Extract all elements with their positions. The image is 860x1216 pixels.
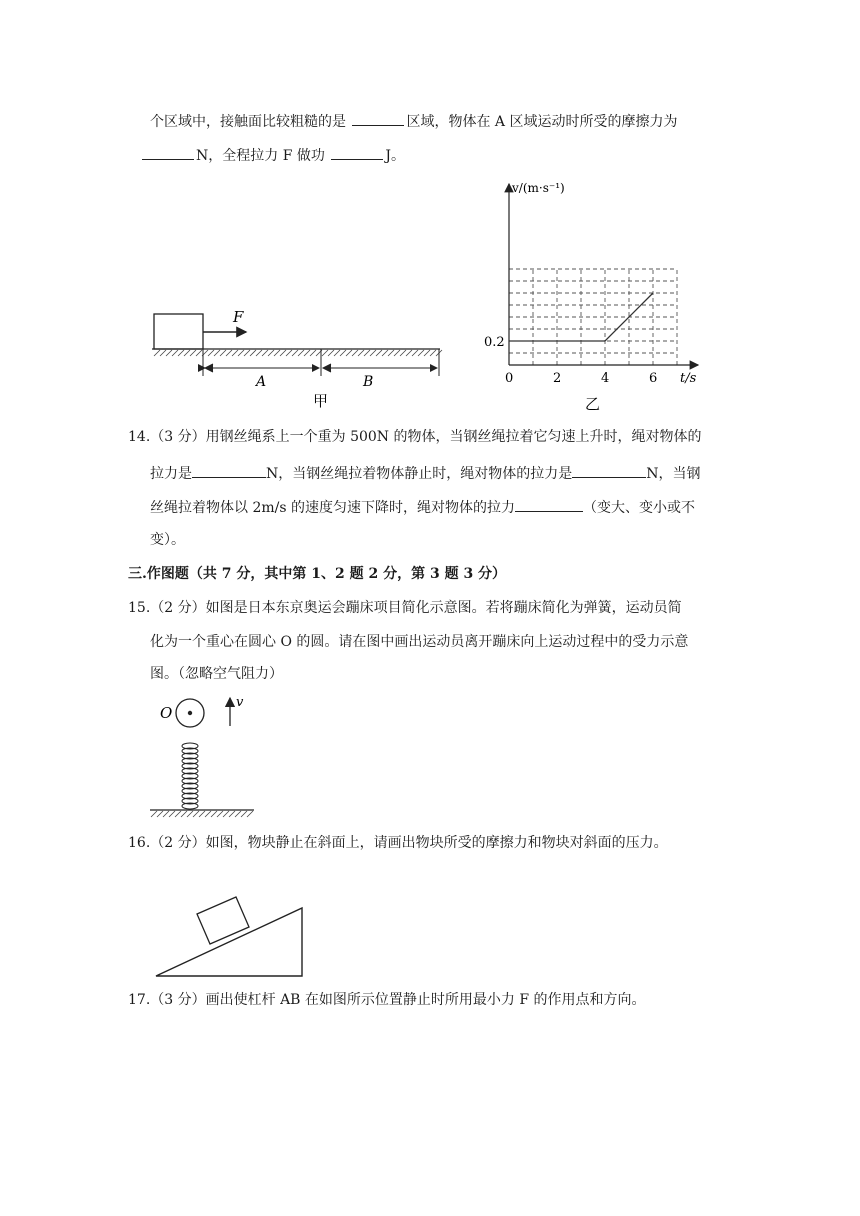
figure-incline <box>150 896 310 986</box>
q13-line2 <box>142 145 405 166</box>
q13-text-2a: N，全程拉力 F 做功 <box>196 148 325 164</box>
section-heading: 三.作图题（共 7 分，其中第 1、2 题 2 分，第 3 题 3 分） <box>128 566 507 582</box>
block <box>154 314 203 349</box>
answer-blank[interactable] <box>572 463 646 478</box>
x-tick-label: 4 <box>601 371 610 386</box>
chart-grid <box>509 269 677 365</box>
q14-text-2b: N，当钢丝绳拉着物体静止时，绳对物体的拉力是 <box>266 466 573 482</box>
spring <box>182 743 198 809</box>
region-markers <box>203 349 439 376</box>
ground-hatching <box>154 350 442 356</box>
q14-line2 <box>150 463 701 484</box>
q14-text-3a: 丝绳拉着物体以 2m/s 的速度匀速下降时，绳对物体的拉力 <box>150 500 515 516</box>
q17-line1: 17.（3 分）画出使杠杆 AB 在如图所示位置静止时所用最小力 F 的作用点和方向。 <box>128 992 646 1008</box>
q13-text-2b: J。 <box>385 148 405 164</box>
figure-jia <box>150 308 450 408</box>
q14-text-2c: N，当钢 <box>646 466 701 482</box>
q13-line1 <box>150 111 677 132</box>
x-tick-label: 6 <box>649 371 658 386</box>
x-tick-label: 0 <box>505 371 514 386</box>
answer-blank[interactable] <box>352 111 404 126</box>
figure-trampoline <box>148 692 268 822</box>
q15-line2: 化为一个重心在圆心 O 的圆。请在图中画出运动员离开蹦床向上运动过程中的受力示意 <box>150 634 689 650</box>
velocity-label: v <box>236 695 244 710</box>
force-label: F <box>233 308 244 326</box>
q16-line1: 16.（2 分）如图，物块静止在斜面上，请画出物块所受的摩擦力和物块对斜面的压力。 <box>128 835 668 851</box>
y-axis-label: v/(m·s⁻¹) <box>512 181 565 195</box>
ground-hatching <box>151 811 253 817</box>
q14-text-3b: （变大、变小或不 <box>582 500 695 516</box>
center-dot <box>188 711 192 715</box>
answer-blank[interactable] <box>515 497 583 512</box>
region-b-label: B <box>363 374 374 390</box>
center-label-o: O <box>160 704 173 722</box>
q14-line4: 变）。 <box>150 532 185 548</box>
q14-line1: 14.（3 分）用钢丝绳系上一个重为 500N 的物体，当钢丝绳拉着它匀速上升时，绳对物体的 <box>128 429 702 445</box>
answer-blank[interactable] <box>142 145 194 160</box>
q13-text-1a: 个区域中，接触面比较粗糙的是 <box>150 114 346 130</box>
answer-blank[interactable] <box>192 463 266 478</box>
x-tick-labels <box>505 371 657 386</box>
figure-caption-jia: 甲 <box>313 392 329 410</box>
y-tick-label: 0.2 <box>484 335 505 350</box>
q13-text-1b: 区域，物体在 A 区域运动时所受的摩擦力为 <box>406 114 678 130</box>
x-tick-label: 2 <box>553 371 562 386</box>
q14-line3 <box>150 497 695 518</box>
answer-blank[interactable] <box>331 145 383 160</box>
q14-text-2a: 拉力是 <box>150 466 192 482</box>
figure-yi-chart <box>480 178 710 413</box>
figure-caption-yi: 乙 <box>585 395 601 413</box>
x-axis-label: t/s <box>680 371 697 386</box>
region-a-label: A <box>256 374 267 390</box>
q15-line1: 15.（2 分）如图是日本东京奥运会蹦床项目简化示意图。若将蹦床简化为弹簧，运动员简 <box>128 600 682 616</box>
q15-line3: 图。（忽略空气阻力） <box>150 666 283 682</box>
